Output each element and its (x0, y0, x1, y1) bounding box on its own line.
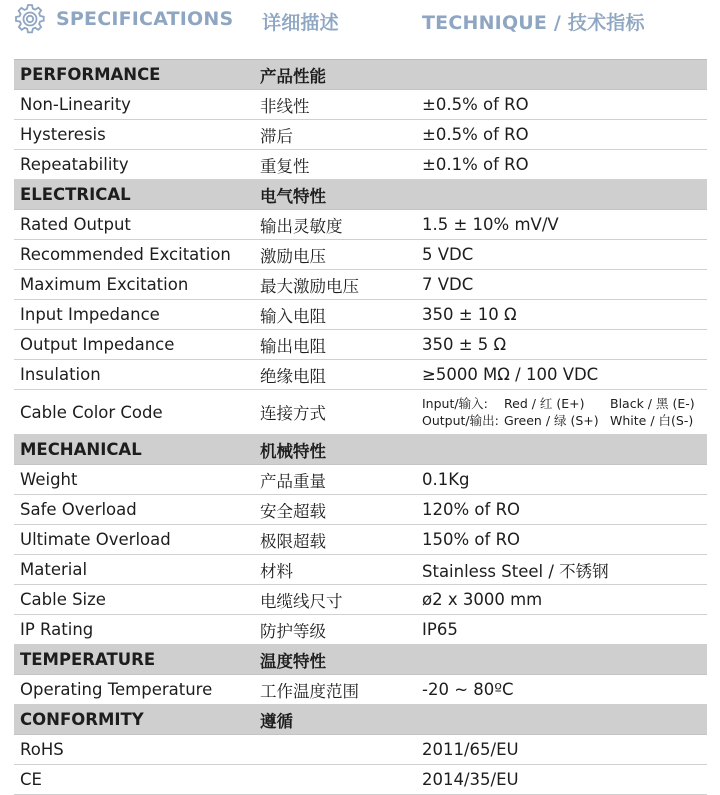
spec-label-en: Ultimate Overload (20, 530, 171, 549)
spec-label-en: Input Impedance (20, 305, 160, 324)
spec-value: ≥5000 MΩ / 100 VDC (422, 365, 599, 384)
spec-label-en: IP Rating (20, 620, 94, 639)
spec-label-cn: 材料 (260, 561, 293, 581)
section-header-performance (14, 59, 707, 90)
spec-value: IP65 (422, 620, 458, 639)
table-row (14, 555, 707, 585)
spec-value: ø2 x 3000 mm (422, 590, 543, 609)
spec-label-cn: 安全超载 (260, 501, 326, 521)
spec-value: 1.5 ± 10% mV/V (422, 215, 559, 234)
table-row (14, 465, 707, 495)
spec-value: 2011/65/EU (422, 740, 519, 759)
cable-output-negative: White / 白(S-) (610, 413, 694, 428)
section-header-mechanical (14, 435, 707, 465)
spec-value: 350 ± 5 Ω (422, 335, 507, 354)
spec-label-cn: 输出灵敏度 (260, 216, 343, 236)
table-row (14, 90, 707, 120)
spec-value: Stainless Steel / 不锈钢 (422, 561, 609, 581)
spec-label-cn: 输出电阻 (260, 336, 326, 356)
cable-input-positive: Red / 红 (E+) (504, 396, 585, 411)
spec-label-en: Maximum Excitation (20, 275, 189, 294)
table-row (14, 330, 707, 360)
gear-icon (14, 3, 46, 35)
spec-value: 150% of RO (422, 530, 521, 549)
table-row (14, 675, 707, 705)
table-row (14, 270, 707, 300)
section-header-temperature (14, 645, 707, 675)
spec-value: 350 ± 10 Ω (422, 305, 517, 324)
section-title-cn: 机械特性 (260, 441, 326, 461)
spec-label-cn: 产品重量 (260, 471, 326, 491)
spec-label-en: Rated Output (20, 215, 131, 234)
spec-label-cn: 电缆线尺寸 (260, 591, 343, 611)
specifications-heading: SPECIFICATIONS (56, 8, 234, 30)
spec-value: 0.1Kg (422, 470, 470, 489)
table-row (14, 150, 707, 180)
spec-value: ±0.1% of RO (422, 155, 529, 174)
section-title-cn: 温度特性 (260, 651, 326, 671)
spec-label-en: CE (20, 770, 42, 789)
spec-label-en: Repeatability (20, 155, 129, 174)
table-row (14, 240, 707, 270)
section-title-en: ELECTRICAL (20, 185, 131, 204)
cable-output-label: Output/输出: (422, 413, 499, 428)
spec-label-cn: 输入电阻 (260, 306, 326, 326)
table-row (14, 765, 707, 795)
chinese-heading: 详细描述 (262, 12, 339, 34)
spec-label-en: Output Impedance (20, 335, 175, 354)
section-header-conformity (14, 705, 707, 735)
section-title-en: TEMPERATURE (20, 650, 156, 669)
section-title-en: PERFORMANCE (20, 65, 161, 84)
cable-output-positive: Green / 绿 (S+) (504, 413, 599, 428)
spec-label-en: Cable Size (20, 590, 106, 609)
section-title-en: CONFORMITY (20, 710, 144, 729)
spec-label-cn: 激励电压 (260, 246, 326, 266)
spec-label-en: Insulation (20, 365, 101, 384)
spec-header (0, 0, 720, 40)
table-row (14, 210, 707, 240)
spec-label-en: Operating Temperature (20, 680, 213, 699)
table-row (14, 360, 707, 390)
spec-value: 5 VDC (422, 245, 474, 264)
section-title-en: MECHANICAL (20, 440, 142, 459)
table-row-cable-color (14, 390, 707, 435)
spec-label-en: Recommended Excitation (20, 245, 231, 264)
table-row (14, 495, 707, 525)
spec-value: ±0.5% of RO (422, 95, 529, 114)
table-row (14, 300, 707, 330)
spec-label-en: Weight (20, 470, 78, 489)
spec-label-cn: 绝缘电阻 (260, 366, 326, 386)
technique-heading: TECHNIQUE / 技术指标 (422, 12, 645, 34)
spec-value: ±0.5% of RO (422, 125, 529, 144)
spec-label-cn: 防护等级 (260, 621, 326, 641)
spec-label-cn: 滞后 (260, 126, 293, 146)
table-row (14, 585, 707, 615)
spec-value: 7 VDC (422, 275, 474, 294)
cable-input-label: Input/输入: (422, 396, 488, 411)
table-row (14, 615, 707, 645)
section-title-cn: 产品性能 (260, 66, 326, 86)
spec-label-cn: 极限超载 (260, 531, 326, 551)
spec-label-en: Non-Linearity (20, 95, 131, 114)
spec-value: -20 ~ 80ºC (422, 680, 514, 699)
section-title-cn: 遵循 (260, 711, 293, 731)
spec-label-en: Cable Color Code (20, 402, 163, 422)
table-row (14, 735, 707, 765)
spec-table (14, 59, 707, 795)
cable-input-negative: Black / 黑 (E-) (610, 396, 695, 411)
section-title-cn: 电气特性 (260, 186, 326, 206)
spec-label-cn: 重复性 (260, 156, 310, 176)
spec-value: 120% of RO (422, 500, 521, 519)
spec-label-cn: 连接方式 (260, 404, 326, 423)
spec-label-en: Safe Overload (20, 500, 137, 519)
spec-label-cn: 非线性 (260, 96, 310, 116)
spec-label-en: RoHS (20, 740, 64, 759)
spec-label-cn: 工作温度范围 (260, 681, 359, 701)
spec-label-en: Hysteresis (20, 125, 106, 144)
spec-label-en: Material (20, 560, 88, 579)
section-header-electrical (14, 180, 707, 210)
spec-label-cn: 最大激励电压 (260, 276, 359, 296)
table-row (14, 120, 707, 150)
spec-value: 2014/35/EU (422, 770, 519, 789)
table-row (14, 525, 707, 555)
